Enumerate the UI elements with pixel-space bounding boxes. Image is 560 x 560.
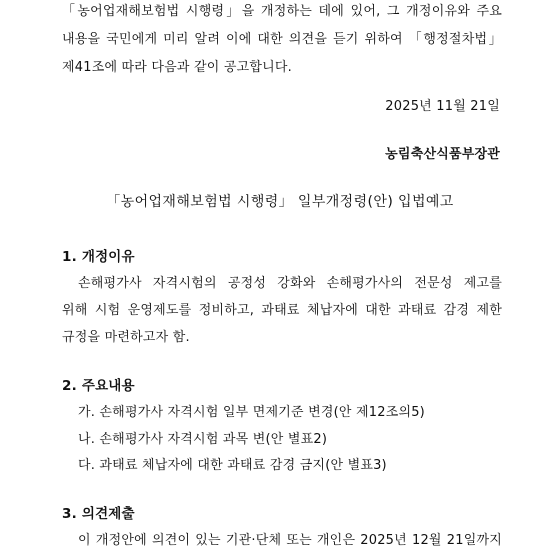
announcement-date: 2025년 11월 21일 bbox=[385, 99, 500, 114]
section-1-line-3: 규정을 마련하고자 함. bbox=[62, 330, 190, 345]
section-2-item: 나. 손해평가사 자격시험 과목 변(안 별표2) bbox=[78, 432, 328, 447]
intro-line-3: 제41조에 따라 다음과 같이 공고합니다. bbox=[62, 60, 292, 75]
section-3-heading: 3. 의견제출 bbox=[62, 506, 135, 522]
section-3-line-1: 이 개정안에 의견이 있는 기관·단체 또는 개인은 2025년 12월 21일까지 bbox=[78, 533, 502, 548]
issuing-authority: 농림축산식품부장관 bbox=[385, 147, 500, 162]
section-1-line-1: 손해평가사 자격시험의 공정성 강화와 손해평가사의 전문성 제고를 bbox=[78, 276, 502, 291]
section-1-heading: 1. 개정이유 bbox=[62, 249, 135, 265]
notice-title: 「농어업재해보험법 시행령」 일부개정령(안) 입법예고 bbox=[106, 194, 454, 210]
section-2-heading: 2. 주요내용 bbox=[62, 378, 135, 394]
section-2-item: 가. 손해평가사 자격시험 일부 면제기준 변경(안 제12조의5) bbox=[78, 405, 425, 420]
intro-line-2: 내용을 국민에게 미리 알려 이에 대한 의견을 듣기 위하여 「행정절차법」 bbox=[62, 32, 502, 47]
section-1-line-2: 위해 시험 운영제도를 정비하고, 과태료 체납자에 대한 과태료 감경 제한 bbox=[62, 303, 502, 318]
section-2-item: 다. 과태료 체납자에 대한 과태료 감경 금지(안 별표3) bbox=[78, 458, 387, 473]
intro-line-1: 「농어업재해보험법 시행령」을 개정하는 데에 있어, 그 개정이유와 주요 bbox=[62, 4, 502, 19]
